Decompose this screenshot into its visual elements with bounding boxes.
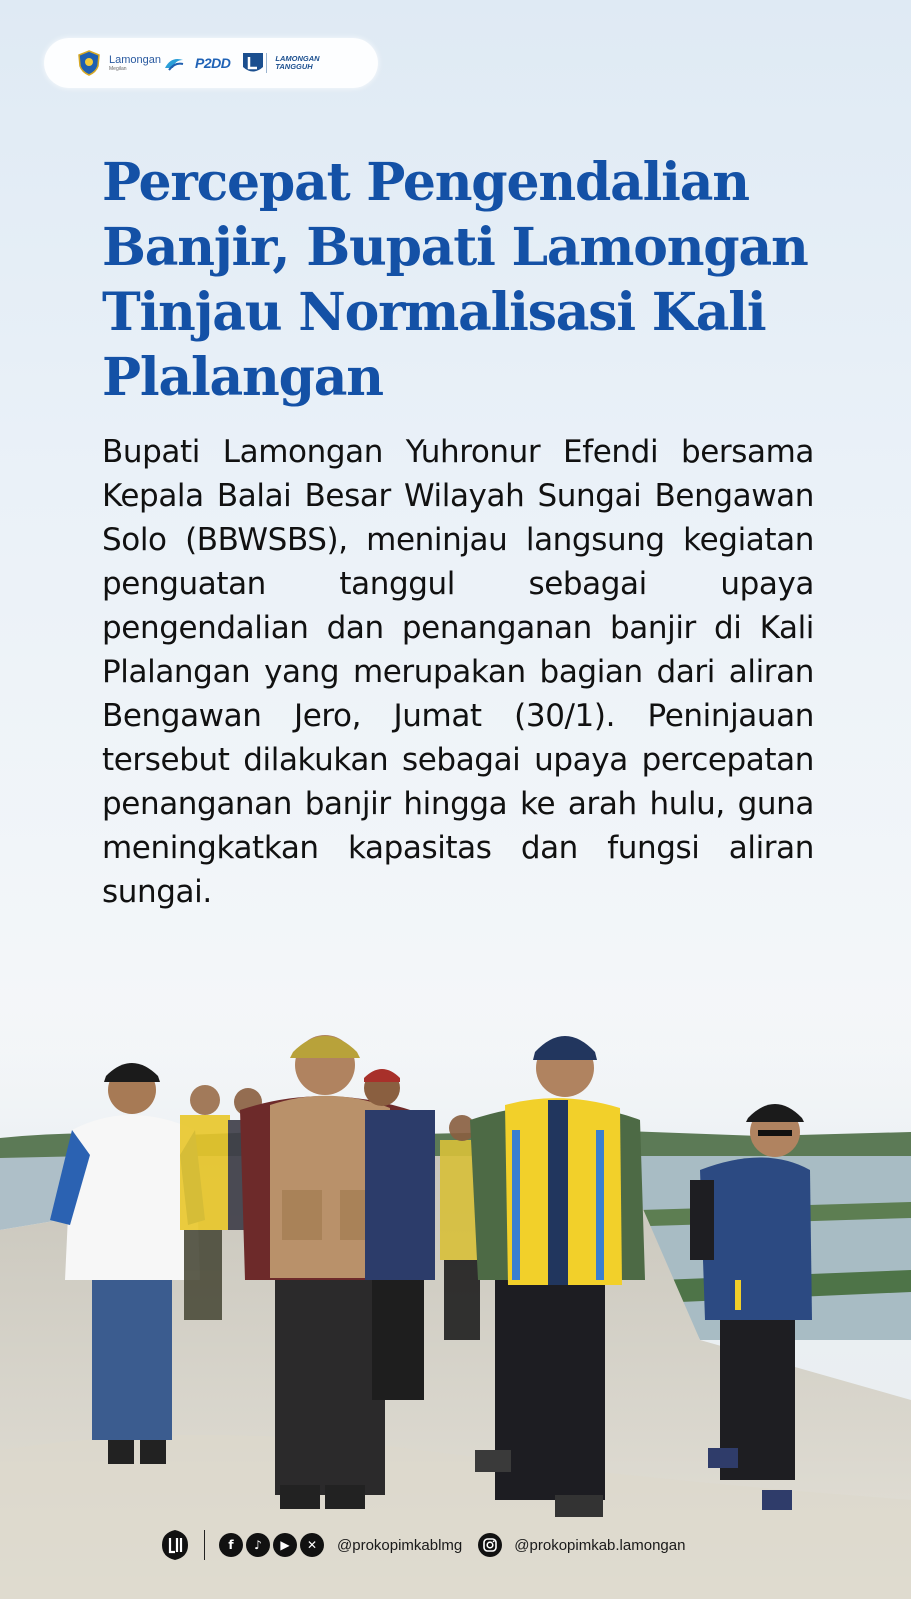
tiktok-icon[interactable]: ♪ [246,1533,270,1557]
instagram-icon[interactable] [478,1533,502,1557]
lamongan-tangguh-logo [240,49,333,77]
site-visit-photo [0,980,911,1599]
social-handle-instagram[interactable]: @prokopimkab.lamongan [514,1536,686,1554]
prokopim-logo-icon [160,1529,190,1561]
lamongan-tangguh-emblem-icon [240,49,266,77]
footer-divider [204,1530,205,1560]
lamongan-logo-text: Lamongan [109,53,161,66]
article-body: Bupati Lamongan Yuhronur Efendi bersama Kepala Balai Besar Wilayah Sungai Bengawan Solo (BBWSBS), meninjau langsung kegiatan penguatan tanggul sebagai upaya pengendalian dan penanganan banjir di Kali Plalangan yang merupakan bagian dari aliran Bengawan Jero, Jumat (30/1). Peninjauan tersebut dilakukan sebagai upaya percepatan penanganan banjir hingga ke arah hulu, guna meningkatkan kapasitas dan fungsi aliran sungai. [102,434,814,910]
x-icon[interactable]: ✕ [300,1533,324,1557]
social-handle-primary[interactable]: @prokopimkablmg [337,1536,463,1554]
lamongan-tangguh-text: LAMONGAN TANGGUH [275,54,320,71]
facebook-icon[interactable]: f [219,1533,243,1557]
logo-bar [44,38,378,88]
lamongan-seal-icon [77,50,101,76]
wave-icon [163,54,185,72]
social-footer [160,1528,695,1562]
logo-divider [266,53,267,73]
lamongan-logo [77,50,185,76]
article-headline: Percepat Pengendalian Banjir, Bupati Lamongan Tinjau Normalisasi Kali Plalangan [102,152,808,408]
lamongan-logo-subtext: Megilan [109,65,127,72]
p2dd-logo [195,55,230,71]
youtube-icon[interactable]: ▶ [273,1533,297,1557]
p2dd-logo-text: P2DD [195,55,231,71]
